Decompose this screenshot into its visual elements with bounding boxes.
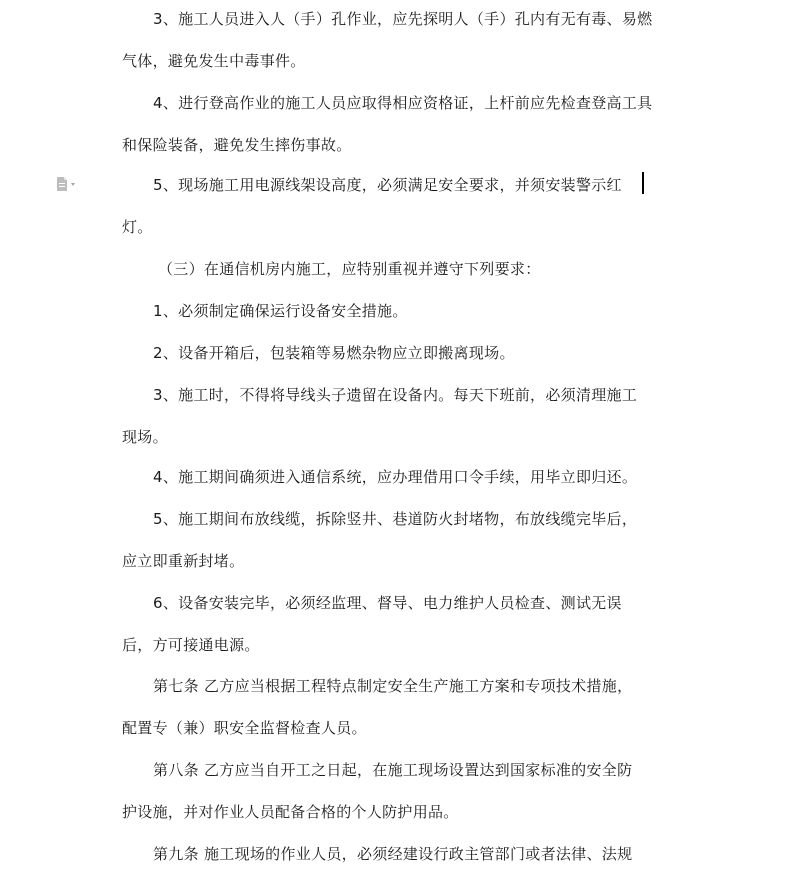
paragraph-line: 3、施工时，不得将导线头子遗留在设备内。每天下班前，必须清理施工: [153, 386, 638, 404]
paragraph-line: 现场。: [122, 428, 168, 446]
paragraph-line: 6、设备安装完毕，必须经监理、督导、电力维护人员检查、测试无误: [153, 594, 622, 612]
paragraph-line: 5、施工期间布放线缆，拆除竖井、巷道防火封堵物，布放线缆完毕后，: [153, 510, 638, 528]
paragraph-line: 5、现场施工用电源线架设高度，必须满足安全要求，并须安装警示红: [153, 176, 622, 194]
paragraph-line: 第九条 施工现场的作业人员，必须经建设行政主管部门或者法律、法规: [153, 845, 633, 863]
paragraph-line: 气体，避免发生中毒事件。: [122, 52, 306, 70]
paragraph-line: 灯。: [122, 218, 153, 236]
paragraph-line: 后，方可接通电源。: [122, 636, 260, 654]
document-icon[interactable]: [56, 176, 78, 190]
paragraph-line: 第七条 乙方应当根据工程特点制定安全生产施工方案和专项技术措施，: [153, 677, 633, 695]
paragraph-line: 1、必须制定确保运行设备安全措施。: [153, 302, 408, 320]
paragraph-line: 2、设备开箱后，包装箱等易燃杂物应立即搬离现场。: [153, 344, 515, 362]
paragraph-line: 第八条 乙方应当自开工之日起，在施工现场设置达到国家标准的安全防: [153, 761, 633, 779]
paragraph-line: 4、进行登高作业的施工人员应取得相应资格证，上杆前应先检查登高工具: [153, 94, 653, 112]
paragraph-line: 应立即重新封堵。: [122, 552, 245, 570]
paragraph-line: 和保险装备，避免发生摔伤事故。: [122, 136, 352, 154]
paragraph-line: 配置专（兼）职安全监督检查人员。: [122, 719, 367, 737]
paragraph-line: 4、施工期间确须进入通信系统，应办理借用口令手续，用毕立即归还。: [153, 468, 638, 486]
paragraph-line: 护设施，并对作业人员配备合格的个人防护用品。: [122, 803, 459, 821]
text-cursor: [642, 172, 644, 194]
paragraph-line: 3、施工人员进入人（手）孔作业，应先探明人（手）孔内有无有毒、易燃: [153, 10, 653, 28]
section-heading: （三）在通信机房内施工，应特别重视并遵守下列要求：: [158, 260, 541, 278]
